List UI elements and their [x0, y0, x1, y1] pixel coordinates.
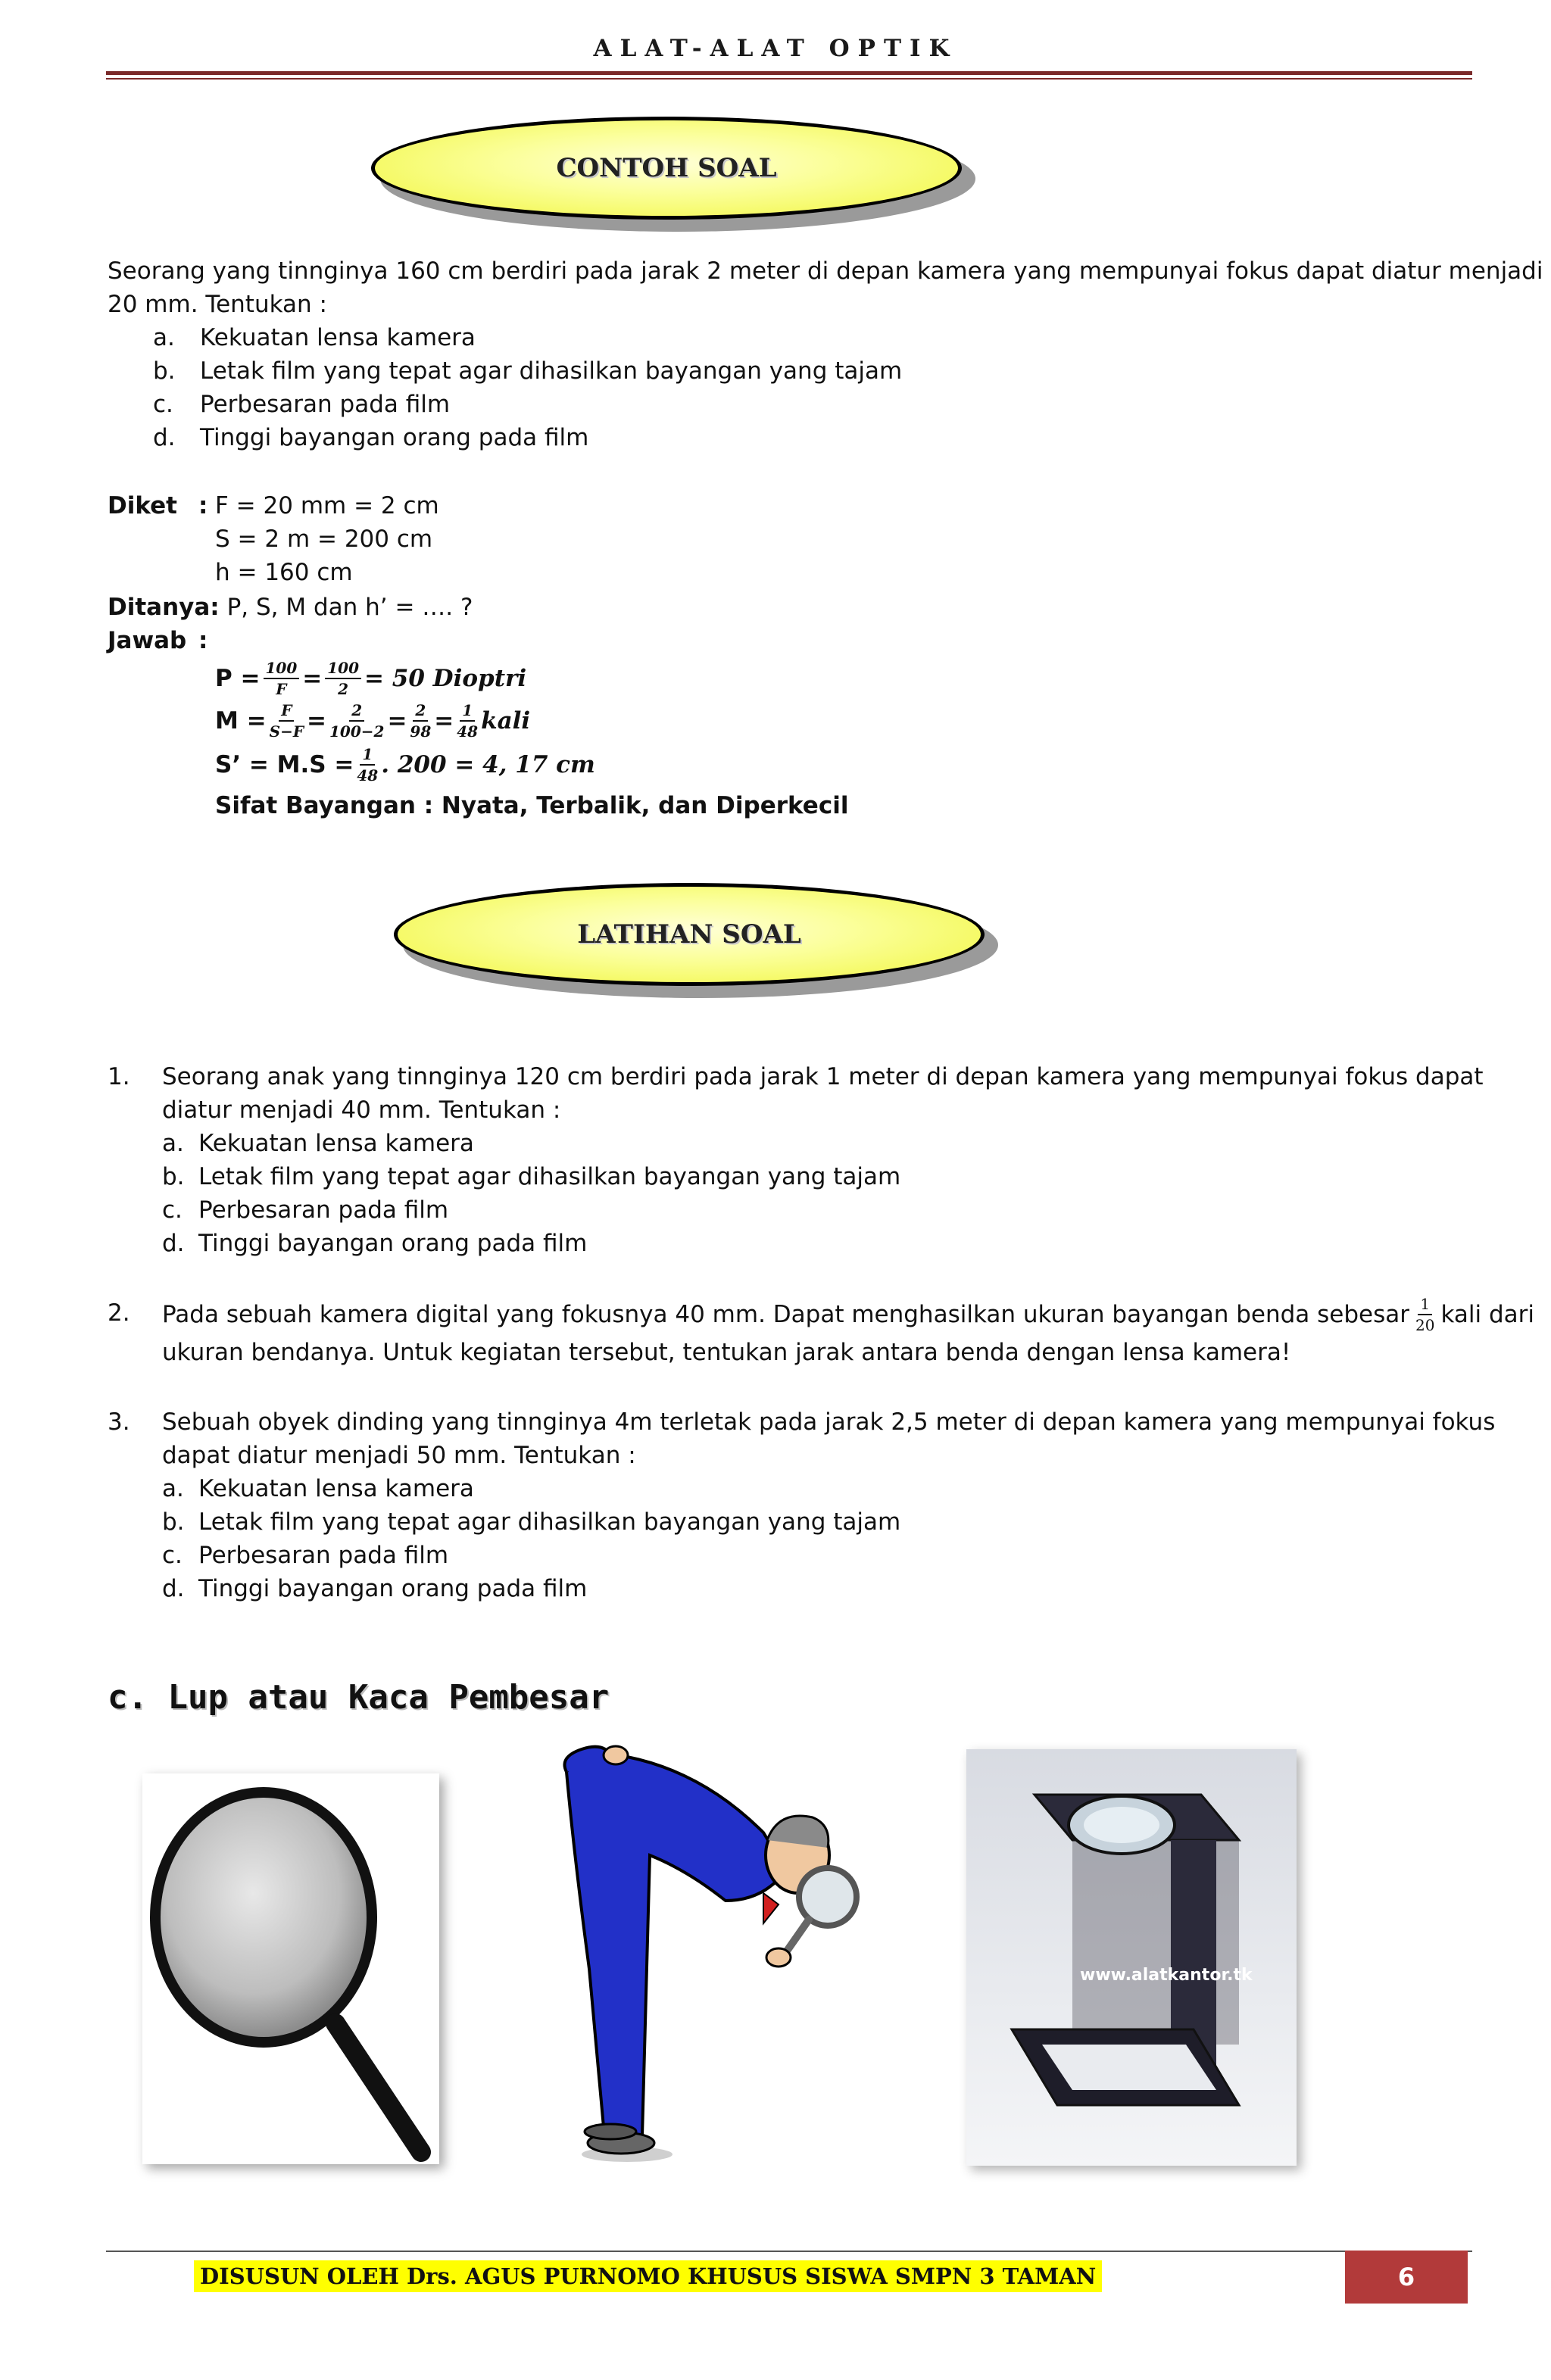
ditanya-text: P, S, M dan h’ = …. ?: [226, 594, 473, 621]
man-with-magnifier-icon: [536, 1742, 869, 2173]
fraction-denominator: S−F: [269, 722, 304, 741]
list-item: Kekuatan lensa kamera: [198, 1130, 474, 1157]
list-item: Perbesaran pada film: [198, 1196, 449, 1224]
list-letter: c.: [162, 1542, 183, 1569]
list-letter: b.: [162, 1163, 185, 1190]
cartoon-man-image: [536, 1742, 869, 2173]
latihan-soal-banner: [394, 883, 985, 986]
page-number: 6: [1345, 2251, 1468, 2304]
formula-result: kali: [481, 707, 531, 735]
equals-sign: =: [387, 707, 407, 735]
fraction: [270, 703, 304, 739]
fraction-numerator: 100: [264, 660, 300, 679]
fraction: [325, 660, 361, 697]
formula-label: M =: [215, 707, 267, 735]
diket-value: h = 160 cm: [215, 559, 353, 586]
list-item: Letak film yang tepat agar dihasilkan bayangan yang tajam: [198, 1508, 901, 1536]
header-rule: [106, 71, 1472, 75]
question-number: 1.: [108, 1063, 130, 1090]
list-item: Tinggi bayangan orang pada film: [198, 1575, 588, 1602]
list-item: Perbesaran pada film: [198, 1542, 449, 1569]
ditanya-label: Ditanya:: [108, 594, 220, 621]
question-line: 20 mm. Tentukan :: [108, 291, 327, 318]
header-rule-thin: [106, 78, 1472, 80]
fraction-denominator: 2: [338, 680, 349, 698]
question-line: ukuran bendanya. Untuk kegiatan tersebut, tentukan jarak antara benda dengan lensa kamera!: [162, 1339, 1291, 1366]
list-item: Kekuatan lensa kamera: [200, 324, 476, 351]
list-item: Tinggi bayangan orang pada film: [200, 424, 589, 451]
list-item: Perbesaran pada film: [200, 391, 451, 418]
list-letter: d.: [153, 424, 176, 451]
question-line: [162, 1296, 1534, 1333]
question-line: dapat diatur menjadi 50 mm. Tentukan :: [162, 1442, 636, 1469]
fraction-denominator: 100−2: [329, 722, 385, 741]
fraction-numerator: 1: [360, 747, 375, 766]
list-letter: c.: [153, 391, 173, 418]
list-item: Letak film yang tepat agar dihasilkan bayangan yang tajam: [200, 357, 903, 385]
magnifying-glass-icon: [142, 1773, 439, 2164]
question-number: 2.: [108, 1299, 130, 1327]
formula-image-distance: [215, 747, 595, 783]
fraction-numerator: 1: [460, 703, 475, 722]
list-item: Tinggi bayangan orang pada film: [198, 1230, 588, 1257]
list-letter: d.: [162, 1230, 185, 1257]
question-line: Seorang yang tinnginya 160 cm berdiri pada jarak 2 meter di depan kamera yang mempunyai fokus dapat diatur menjadi: [108, 257, 1543, 285]
question-line: diatur menjadi 40 mm. Tentukan :: [162, 1096, 561, 1124]
diket-value: S = 2 m = 200 cm: [215, 526, 433, 553]
linen-tester-icon: [966, 1749, 1297, 2166]
list-item: Kekuatan lensa kamera: [198, 1475, 474, 1502]
fraction-numerator: F: [279, 703, 294, 722]
list-letter: a.: [162, 1475, 184, 1502]
image-watermark: www.alatkantor.tk: [1080, 1966, 1253, 1985]
fraction-denominator: 48: [457, 722, 479, 741]
footer-rule: [106, 2251, 1472, 2252]
list-letter: a.: [162, 1130, 184, 1157]
question-text: Pada sebuah kamera digital yang fokusnya 40 mm. Dapat menghasilkan ukuran bayangan benda sebesar: [162, 1301, 1410, 1328]
fraction-denominator: F: [276, 680, 287, 698]
formula-magnification: [215, 703, 530, 739]
fraction: [410, 703, 431, 739]
fraction: [329, 703, 384, 739]
question-line: Seorang anak yang tinnginya 120 cm berdiri pada jarak 1 meter di depan kamera yang mempunyai fokus dapat: [162, 1063, 1484, 1090]
folding-magnifier-image: [966, 1749, 1297, 2166]
diket-label: Diket: [108, 492, 177, 519]
image-properties: Sifat Bayangan : Nyata, Terbalik, dan Diperkecil: [215, 792, 849, 819]
formula-result: = 50 Dioptri: [364, 665, 527, 692]
fraction: [457, 703, 478, 739]
equals-sign: =: [307, 707, 327, 735]
list-item: Letak film yang tepat agar dihasilkan bayangan yang tajam: [198, 1163, 901, 1190]
ditanya-row: [108, 591, 473, 624]
fraction-numerator: 100: [325, 660, 361, 679]
fraction-denominator: 20: [1415, 1316, 1435, 1334]
fraction-numerator: 2: [413, 703, 428, 722]
fraction: [1415, 1296, 1434, 1333]
formula-label: S’ = M.S =: [215, 751, 354, 778]
diket-value: F = 20 mm = 2 cm: [215, 492, 439, 519]
contoh-soal-banner: [371, 117, 962, 220]
list-letter: c.: [162, 1196, 183, 1224]
formula-label: P =: [215, 665, 261, 692]
jawab-colon: :: [198, 627, 208, 654]
fraction: [357, 747, 378, 783]
fraction-denominator: 98: [410, 722, 432, 741]
banner-label: LATIHAN SOAL: [577, 919, 801, 950]
fraction-denominator: 48: [357, 766, 379, 784]
footer-author: DISUSUN OLEH Drs. AGUS PURNOMO KHUSUS SISWA SMPN 3 TAMAN: [194, 2260, 1102, 2292]
formula-result: . 200 = 4, 17 cm: [381, 751, 595, 778]
banner-label: CONTOH SOAL: [556, 153, 777, 183]
running-header: ALAT-ALAT OPTIK: [593, 35, 958, 62]
magnifying-glass-image: [142, 1773, 439, 2164]
list-letter: a.: [153, 324, 175, 351]
formula-power: [215, 660, 526, 697]
section-heading: c. Lup atau Kaca Pembesar: [108, 1678, 610, 1717]
equals-sign: =: [434, 707, 454, 735]
question-number: 3.: [108, 1408, 130, 1436]
list-letter: b.: [162, 1508, 185, 1536]
question-line: Sebuah obyek dinding yang tinnginya 4m terletak pada jarak 2,5 meter di depan kamera yang mempunyai fokus: [162, 1408, 1496, 1436]
fraction: [264, 660, 300, 697]
equals-sign: =: [302, 665, 323, 692]
list-letter: d.: [162, 1575, 185, 1602]
question-text: kali dari: [1440, 1301, 1534, 1328]
fraction-numerator: 1: [1418, 1296, 1432, 1315]
diket-colon: :: [198, 492, 208, 519]
fraction-numerator: 2: [349, 703, 364, 722]
list-letter: b.: [153, 357, 176, 385]
jawab-label: Jawab: [108, 627, 187, 654]
